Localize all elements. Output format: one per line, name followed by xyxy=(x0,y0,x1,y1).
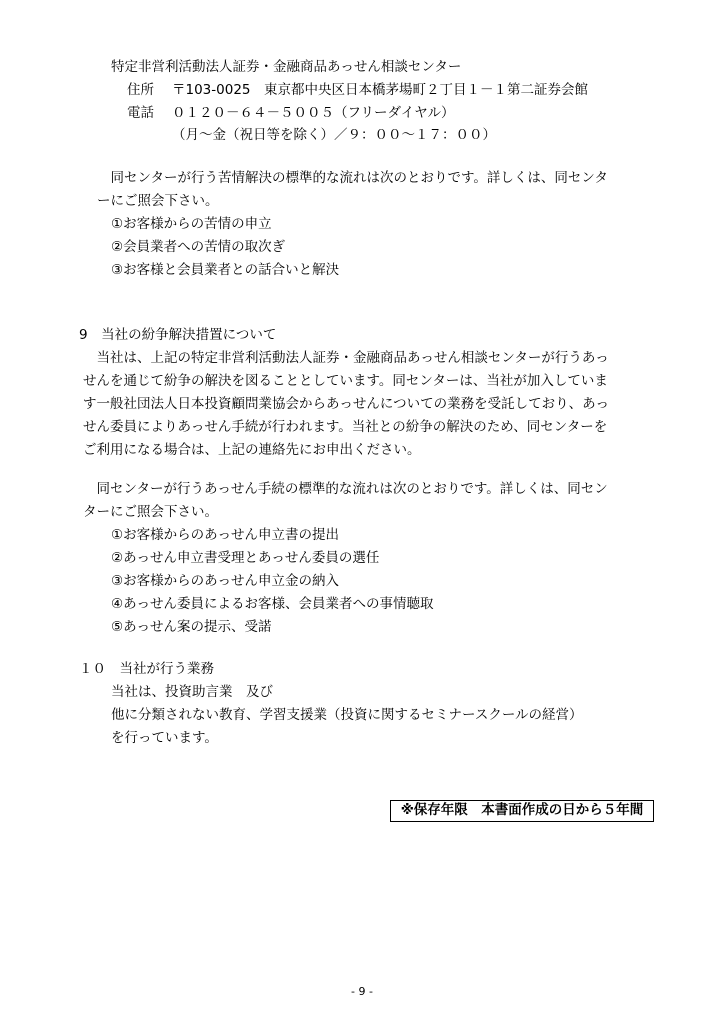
section9-line-2: せんを通じて紛争の解決を図ることとしています。同センターは、当社が加入していま xyxy=(83,373,608,389)
mediation-step-5: ⑤あっせん案の提示、受諾 xyxy=(111,619,272,635)
phone-label: 電話 xyxy=(127,105,154,121)
complaint-step-3: ③お客様と会員業者との話合いと解決 xyxy=(111,262,340,278)
retention-notice: ※保存年限 本書面作成の日から５年間 xyxy=(390,800,654,822)
complaint-intro-line-1: 同センターが行う苦情解決の標準的な流れは次のとおりです。詳しくは、同センタ xyxy=(97,170,608,186)
center-name: 特定非営利活動法人証券・金融商品あっせん相談センター xyxy=(111,59,462,75)
mediation-step-1: ①お客様からのあっせん申立書の提出 xyxy=(111,527,339,543)
section10-heading: １０ 当社が行う業務 xyxy=(79,661,214,677)
section9-line-3: す一般社団法人日本投資顧問業協会からあっせんについての業務を受託しており、あっ xyxy=(83,396,609,412)
mediation-step-2: ②あっせん申立書受理とあっせん委員の選任 xyxy=(111,550,380,566)
mediation-intro-line-2: ターにご照会下さい。 xyxy=(83,504,218,520)
complaint-intro-line-2: ーにご照会下さい。 xyxy=(97,193,219,209)
center-hours: （月～金（祝日等を除く）／９：００～１７：００） xyxy=(172,127,496,143)
section9-line-5: ご利用になる場合は、上記の連絡先にお申出ください。 xyxy=(83,442,421,458)
complaint-step-2: ②会員業者への苦情の取次ぎ xyxy=(111,239,286,255)
section9-line-1: 当社は、上記の特定非営利活動法人証券・金融商品あっせん相談センターが行うあっ xyxy=(83,350,609,366)
complaint-step-1: ①お客様からの苦情の申立 xyxy=(111,216,272,232)
address-label: 住所 xyxy=(127,82,154,98)
section10-line-2: 他に分類されない教育、学習支援業（投資に関するセミナースクールの経営） xyxy=(111,707,583,723)
mediation-intro-line-1: 同センターが行うあっせん手続の標準的な流れは次のとおりです。詳しくは、同セン xyxy=(83,481,608,497)
section10-line-3: を行っています。 xyxy=(111,730,218,746)
page-number: - 9 - xyxy=(351,985,373,998)
section10-line-1: 当社は、投資助言業 及び xyxy=(111,684,273,700)
mediation-step-4: ④あっせん委員によるお客様、会員業者への事情聴取 xyxy=(111,596,434,612)
section9-line-4: せん委員によりあっせん手続が行われます。当社との紛争の解決のため、同センターを xyxy=(83,419,608,435)
center-address: 〒103‐0025 東京都中央区日本橋茅場町２丁目１－１第二証券会館 xyxy=(172,82,588,98)
section9-heading: 9 当社の紛争解決措置について xyxy=(79,327,277,343)
mediation-step-3: ③お客様からのあっせん申立金の納入 xyxy=(111,573,339,589)
center-phone: ０１２０－６４－５００５（フリーダイヤル） xyxy=(172,105,455,121)
